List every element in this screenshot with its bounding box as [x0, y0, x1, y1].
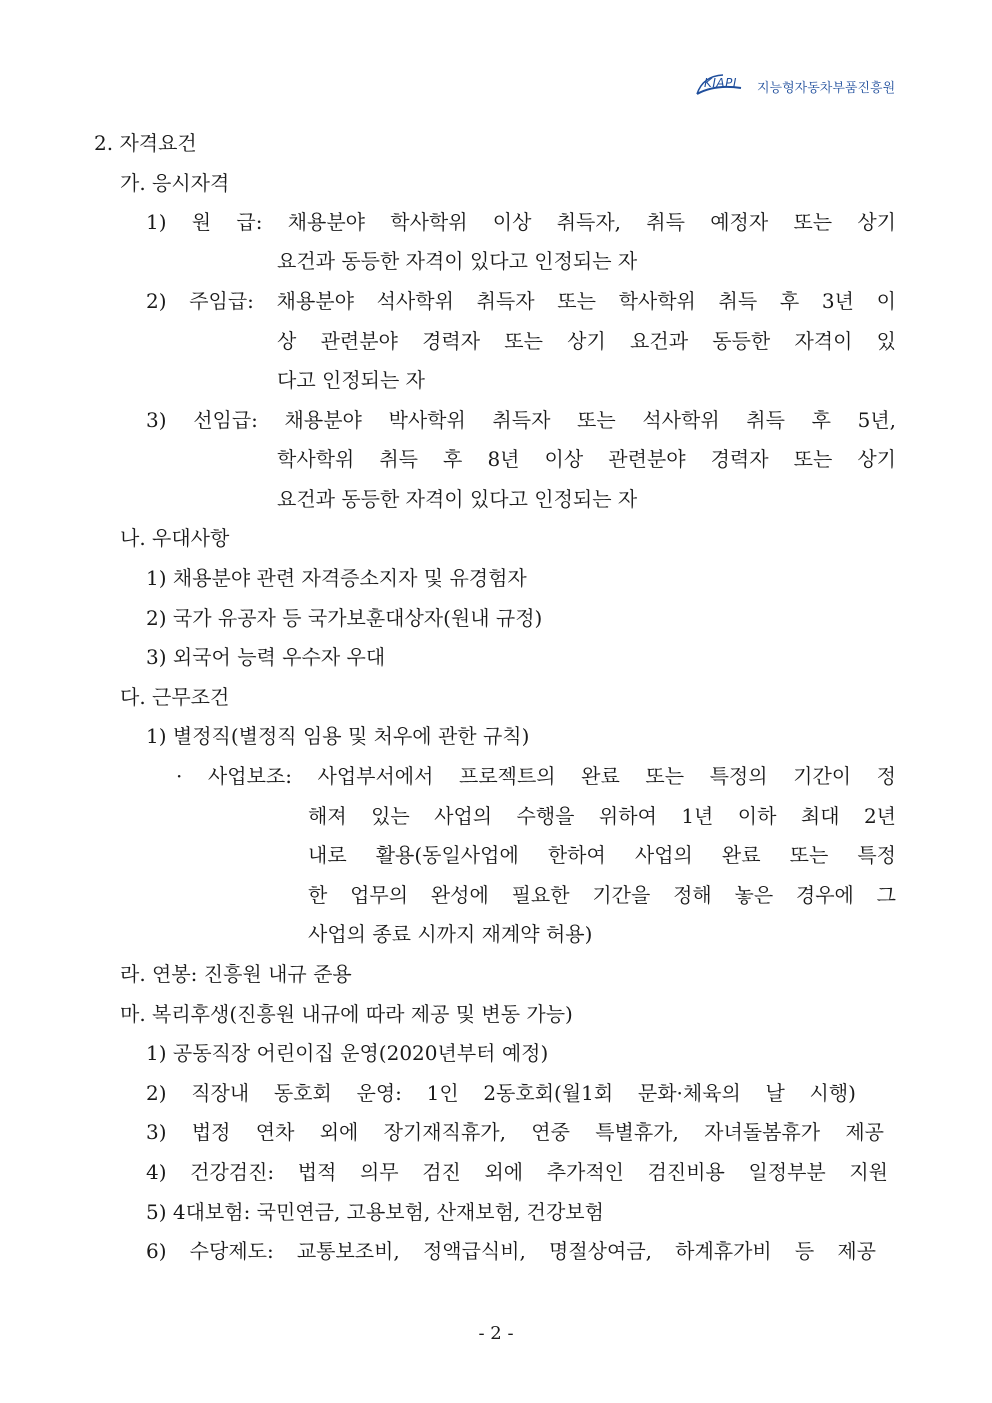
- text-line: 3) 법정 연차 외에 장기재직휴가, 연중 특별휴가, 자녀돌봄휴가 제공: [146, 1120, 884, 1144]
- text-line: 2) 직장내 동호회 운영: 1인 2동호회(월1회 문화·체육의 날 시행): [146, 1081, 856, 1105]
- text-line: 한 업무의 완성에 필요한 기간을 정해 놓은 경우에 그: [308, 883, 896, 907]
- text-line: 5) 4대보험: 국민연금, 고용보험, 산재보험, 건강보험: [146, 1200, 604, 1224]
- section-heading: 2. 자격요건: [94, 131, 197, 155]
- text-line: 4) 건강검진: 법적 의무 검진 외에 추가적인 검진비용 일정부분 지원: [146, 1160, 888, 1184]
- text-line: 1) 원 급: 채용분야 학사학위 이상 취득자, 취득 예정자 또는 상기: [146, 210, 896, 234]
- subsection-heading: 가. 응시자격: [120, 171, 230, 195]
- text-line: 상 관련분야 경력자 또는 상기 요건과 동등한 자격이 있: [277, 329, 896, 353]
- text-line: 다고 인정되는 자: [277, 368, 425, 392]
- subsection-heading: 마. 복리후생(진흥원 내규에 따라 제공 및 변동 가능): [120, 1002, 573, 1026]
- subsection-heading: 다. 근무조건: [120, 685, 230, 709]
- text-line: 해져 있는 사업의 수행을 위하여 1년 이하 최대 2년: [308, 804, 896, 828]
- subsection-heading: 라. 연봉: 진흥원 내규 준용: [120, 962, 352, 986]
- text-line: 요건과 동등한 자격이 있다고 인정되는 자: [277, 249, 638, 273]
- text-line: 6) 수당제도: 교통보조비, 정액급식비, 명절상여금, 하계휴가비 등 제공: [146, 1239, 876, 1263]
- text-line: 요건과 동등한 자격이 있다고 인정되는 자: [277, 487, 638, 511]
- text-line: 사업의 종료 시까지 재계약 허용): [308, 922, 593, 946]
- text-line: 학사학위 취득 후 8년 이상 관련분야 경력자 또는 상기: [277, 447, 896, 471]
- text-line: 1) 채용분야 관련 자격증소지자 및 유경험자: [146, 566, 527, 590]
- text-line: 3) 선임급: 채용분야 박사학위 취득자 또는 석사학위 취득 후 5년,: [146, 408, 896, 432]
- subsection-heading: 나. 우대사항: [120, 526, 230, 550]
- logo-text: KIAPI: [704, 76, 737, 90]
- text-line: · 사업보조: 사업부서에서 프로젝트의 완료 또는 특정의 기간이 정: [176, 764, 896, 788]
- text-line: 1) 공동직장 어린이집 운영(2020년부터 예정): [146, 1041, 549, 1065]
- text-line: 1) 별정직(별정직 임용 및 처우에 관한 규칙): [146, 724, 530, 748]
- page-number: - 2 -: [478, 1323, 514, 1344]
- text-line: 2) 주임급: 채용분야 석사학위 취득자 또는 학사학위 취득 후 3년 이: [146, 289, 896, 313]
- page-header: [695, 72, 915, 100]
- kiapi-logo: [695, 72, 757, 98]
- text-line: 2) 국가 유공자 등 국가보훈대상자(원내 규정): [146, 606, 543, 630]
- text-line: 3) 외국어 능력 우수자 우대: [146, 645, 386, 669]
- org-name: 지능형자동차부품진흥원: [757, 81, 896, 96]
- text-line: 내로 활용(동일사업에 한하여 사업의 완료 또는 특정: [308, 843, 896, 867]
